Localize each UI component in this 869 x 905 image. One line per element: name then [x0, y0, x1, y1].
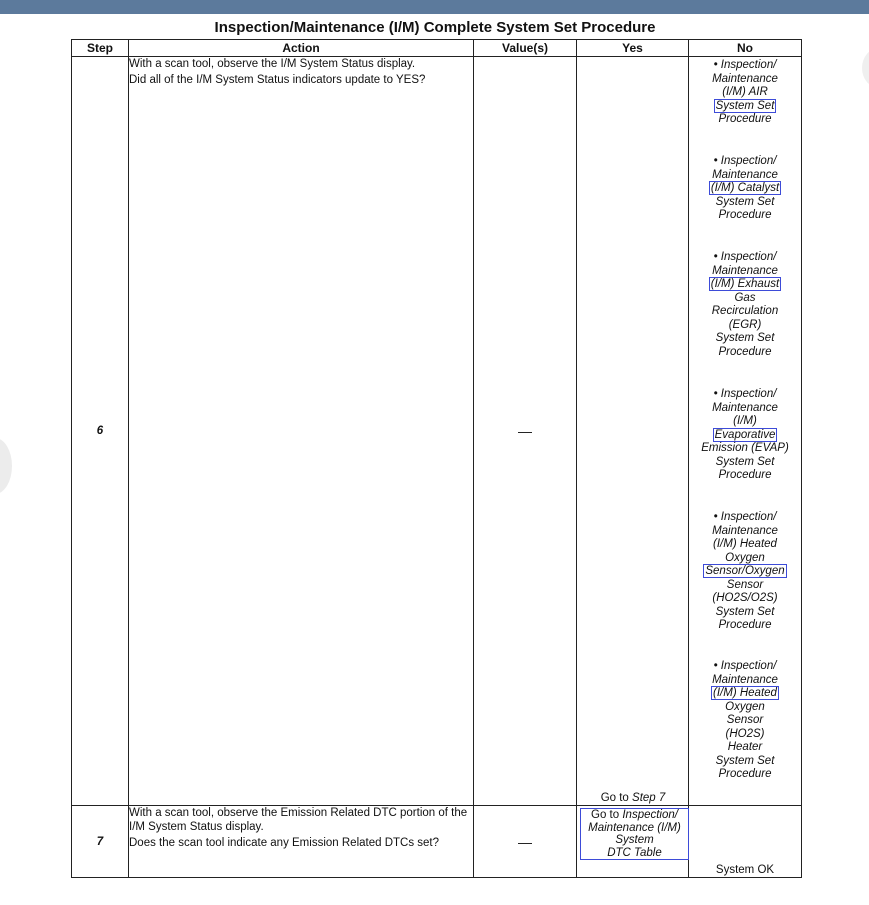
no-cell [689, 57, 802, 806]
header-no: No [689, 40, 802, 57]
header-row [72, 40, 802, 57]
value-cell: — [474, 806, 577, 878]
header-action: Action [129, 40, 474, 57]
page-title: Inspection/Maintenance (I/M) Complete System Set Procedure [214, 19, 656, 36]
no-link-ho2s-heater[interactable]: • Inspection/ Maintenance (I/M) Heated Oxygen Sensor (HO2S) Heater System Set Procedure [712, 660, 778, 780]
header-yes: Yes [577, 40, 689, 57]
table-row-step-6 [72, 57, 802, 806]
window-top-bar [0, 0, 869, 14]
no-link-ho2s-o2s[interactable]: • Inspection/ Maintenance (I/M) Heated Oxygen Sensor/Oxygen Sensor (HO2S/O2S) System Set Procedure [705, 511, 785, 631]
step-number: 7 [72, 806, 129, 878]
left-edge-shadow [0, 438, 12, 494]
system-ok-text: System OK [715, 864, 775, 876]
header-values: Value(s) [474, 40, 577, 57]
action-cell [129, 57, 474, 806]
yes-cell [577, 57, 689, 806]
no-link-egr[interactable]: • Inspection/ Maintenance (I/M) Exhaust Gas Recirculation (EGR) System Set Procedure [710, 251, 780, 358]
step-number: 6 [72, 57, 129, 806]
header-step: Step [72, 40, 129, 57]
action-text: With a scan tool, observe the I/M System Status display. [129, 58, 416, 70]
no-link-evap[interactable]: • Inspection/ Maintenance (I/M) Evaporative Emission (EVAP) System Set Procedure [701, 388, 789, 481]
yes-goto: Go to Step 7 [600, 792, 666, 804]
action-text: With a scan tool, observe the Emission Related DTC portion of the I/M System Status display. [129, 807, 468, 833]
step-7-link[interactable]: Step 7 [632, 792, 666, 804]
action-cell [129, 806, 474, 878]
no-link-air[interactable]: • Inspection/ Maintenance (I/M) AIR System Set Procedure [712, 59, 778, 125]
yes-cell [577, 806, 689, 878]
no-link-catalyst[interactable]: • Inspection/ Maintenance (I/M) Catalyst System Set Procedure [710, 155, 780, 221]
dtc-table-link[interactable]: Go to Inspection/ Maintenance (I/M) System DTC Table [580, 808, 689, 860]
action-question: Does the scan tool indicate any Emission Related DTCs set? [129, 837, 440, 849]
action-question: Did all of the I/M System Status indicators update to YES? [129, 74, 426, 86]
procedure-table [71, 39, 802, 878]
table-row-step-7 [72, 806, 802, 878]
value-cell: — [474, 57, 577, 806]
no-cell [689, 806, 802, 878]
right-edge-shadow [862, 48, 869, 88]
